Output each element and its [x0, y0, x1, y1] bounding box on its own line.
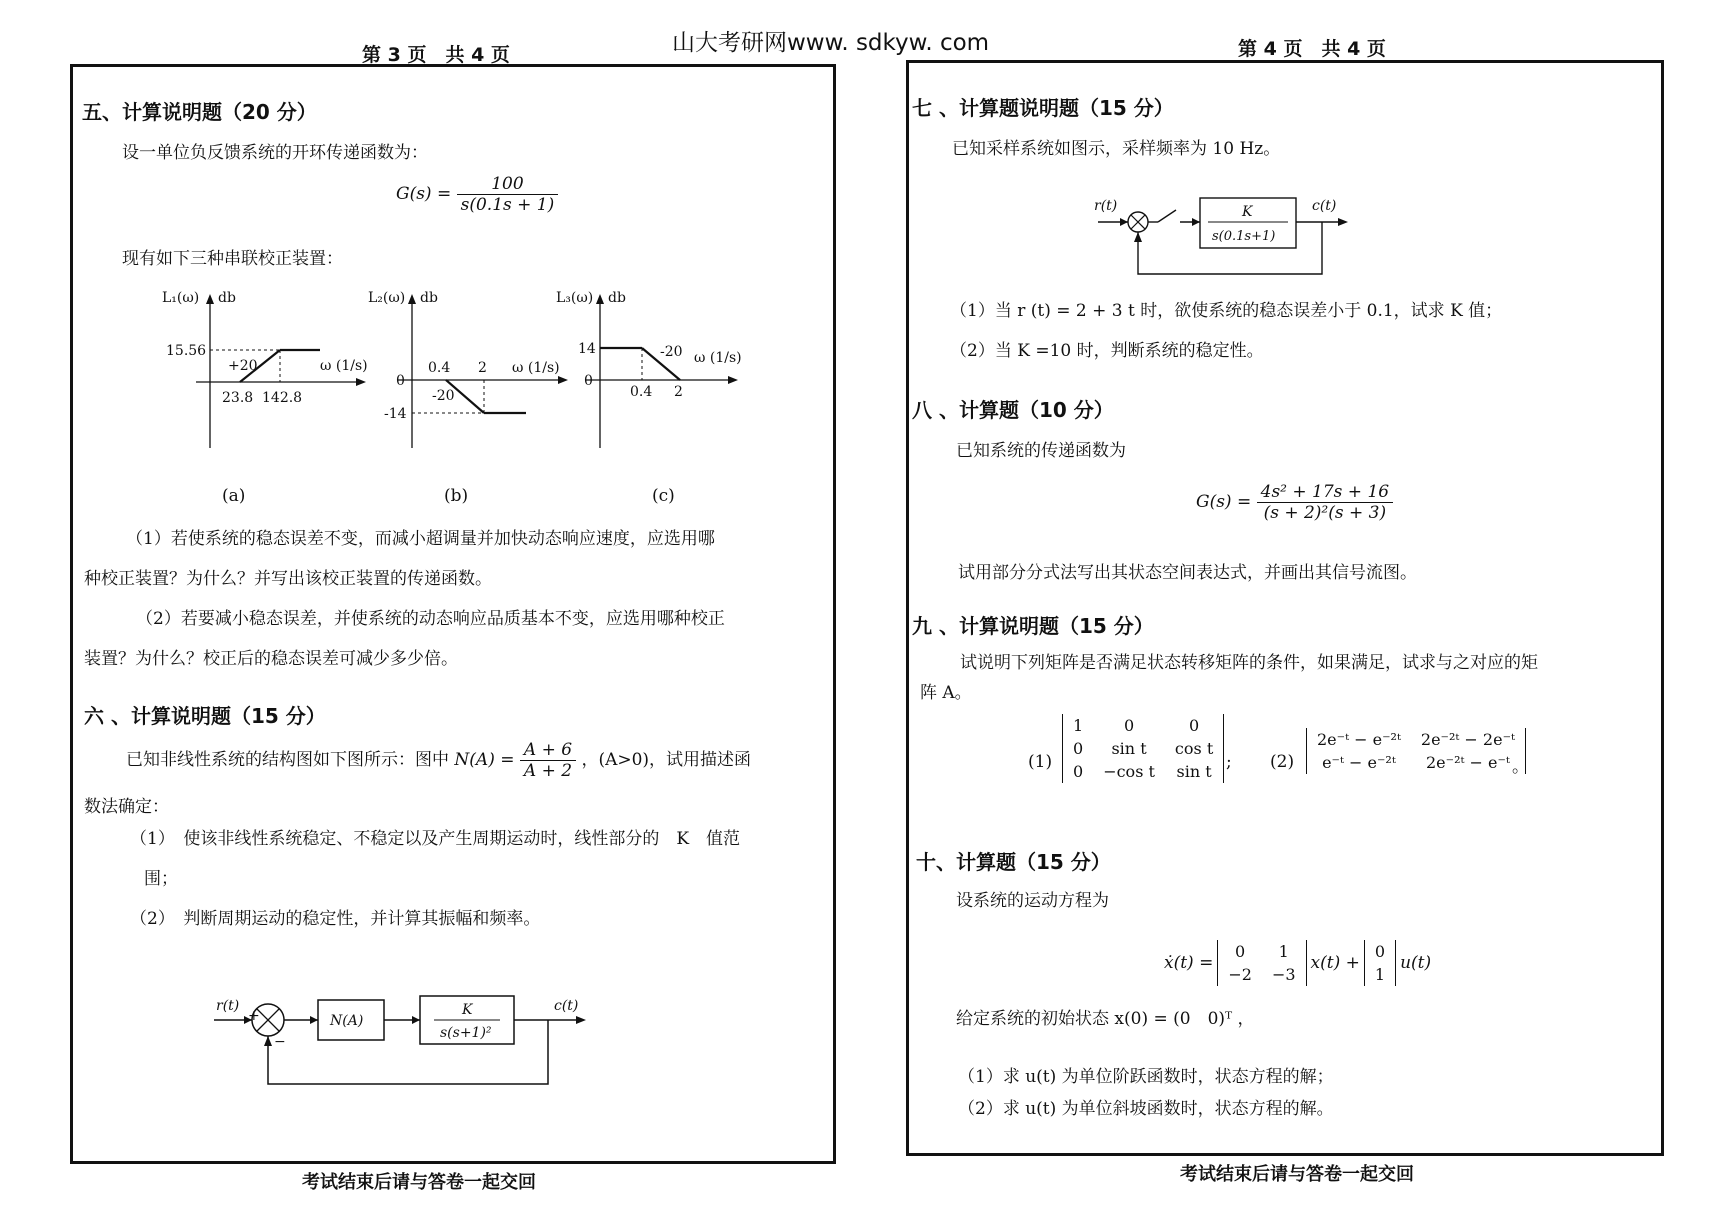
- m1-cell: 0: [1073, 739, 1084, 758]
- m1-cell: cos t: [1174, 739, 1214, 758]
- bode-graph-a: [160, 290, 370, 460]
- q5-part1-line2: 种校正装置？为什么？并写出该校正装置的传递函数。: [84, 569, 492, 589]
- q7-item1: （1）当 r (t) = 2 + 3 t 时，欲使系统的稳态误差小于 0.1，试求 K 值；: [950, 301, 1503, 321]
- graph-a-x2: 142.8: [262, 390, 303, 406]
- graph-c-slope: -20: [660, 344, 683, 360]
- q7-title: 七 、计算题说明题（15 分）: [912, 96, 1174, 120]
- q6-output-label: c(t): [554, 998, 579, 1014]
- q6-n-fraction: [520, 740, 576, 781]
- q9-end-mark: 。: [1512, 757, 1529, 777]
- q5-transfer-function: [396, 174, 558, 215]
- graph-a-y-arrow: [206, 294, 214, 304]
- q9-matrix-2: [1306, 728, 1526, 774]
- graph-a-ylabel: L₁(ω): [162, 290, 200, 306]
- graph-b-ylabel: L₂(ω): [368, 290, 406, 306]
- m2-cell: 2e⁻²ᵗ − e⁻ᵗ: [1425, 753, 1510, 772]
- q7-output-label: c(t): [1312, 198, 1337, 214]
- m2-cell: e⁻ᵗ − e⁻²ᵗ: [1322, 753, 1396, 772]
- q7-input-label: r(t): [1094, 198, 1118, 214]
- graph-c-zero: 0: [584, 373, 593, 389]
- graph-b-zero: 0: [396, 373, 405, 389]
- bode-graph-c: [554, 290, 764, 460]
- graph-b-unit: db: [420, 290, 438, 306]
- bode-graph-b: [366, 290, 576, 460]
- graph-c-level: 14: [578, 341, 596, 357]
- q10-state-equation: [1164, 940, 1431, 986]
- q9-intro-line1: 试说明下列矩阵是否满足状态转移矩阵的条件，如果满足，试求与之对应的矩: [960, 653, 1538, 673]
- m2-cell: 2e⁻ᵗ − e⁻²ᵗ: [1317, 730, 1401, 749]
- q6-n-den: A + 2: [523, 761, 573, 781]
- m1-cell: 1: [1073, 716, 1084, 735]
- q6-plus-sign: +: [248, 1008, 260, 1024]
- q6-block-diagram: [208, 990, 598, 1100]
- q10-item2: （2）求 u(t) 为单位斜坡函数时，状态方程的解。: [958, 1099, 1334, 1119]
- q10-intro: 设系统的运动方程为: [956, 891, 1109, 911]
- m2-cell: 2e⁻²ᵗ − 2e⁻ᵗ: [1420, 730, 1515, 749]
- a-cell: 0: [1235, 942, 1246, 961]
- q5-title: 五、计算说明题（20 分）: [82, 100, 317, 124]
- b-cell: 0: [1374, 942, 1386, 961]
- q6-na-label: N(A): [330, 1013, 364, 1029]
- q9-title: 九 、计算说明题（15 分）: [912, 614, 1154, 638]
- graph-b-x2: 2: [478, 360, 487, 376]
- q8-task: 试用部分分式法写出其状态空间表达式，并画出其信号流图。: [958, 563, 1417, 583]
- graph-b-caption: (b): [444, 486, 469, 506]
- graph-b-xlabel: ω (1/s): [512, 360, 560, 376]
- q5-g-num: 100: [457, 174, 559, 195]
- q7-sampler-switch: [1158, 210, 1176, 222]
- q6-arrow-2: [412, 1016, 420, 1024]
- q10-initial-state: 给定系统的初始状态 x(0) = (0 0)ᵀ ，: [956, 1009, 1255, 1029]
- graph-c-x1: 0.4: [630, 384, 653, 400]
- left-footer: 考试结束后请与答卷一起交回: [302, 1172, 536, 1193]
- q8-g-num: 4s² + 17s + 16: [1257, 482, 1393, 503]
- q5-part2-line2: 装置？为什么？校正后的稳态误差可减少多少倍。: [84, 649, 458, 669]
- q6-linear-num: K: [462, 1002, 473, 1018]
- q6-intro: [126, 740, 751, 781]
- q7-input-arrow: [1120, 218, 1128, 226]
- right-footer: 考试结束后请与答卷一起交回: [1180, 1164, 1414, 1185]
- q6-arrow-1: [310, 1016, 318, 1024]
- m1-cell: sin t: [1111, 739, 1147, 758]
- q7-item2: （2）当 K =10 时，判断系统的稳定性。: [950, 341, 1264, 361]
- q9-intro-line2: 阵 A。: [920, 683, 972, 703]
- q5-part2-line1: （2）若要减小稳态误差，并使系统的动态响应品质基本不变，应选用哪种校正: [136, 609, 725, 629]
- graph-a-level: 15.56: [166, 343, 207, 359]
- q9-m1-label: (1): [1028, 752, 1053, 772]
- graph-a-slope: +20: [228, 358, 258, 374]
- m1-cell: sin t: [1176, 762, 1212, 781]
- a-cell: −2: [1228, 965, 1252, 984]
- q5-devices-text: 现有如下三种串联校正装置：: [122, 249, 343, 269]
- q10-lhs: ẋ(t) =: [1164, 953, 1214, 973]
- graph-b-level: -14: [384, 406, 407, 422]
- q8-title: 八 、计算题（10 分）: [912, 398, 1114, 422]
- a-cell: −3: [1271, 965, 1296, 984]
- q7-arrow-b: [1192, 218, 1200, 226]
- q6-intro-post: ，(A>0)，试用描述函: [581, 750, 752, 770]
- graph-a-caption: (a): [222, 486, 246, 506]
- q6-intro2: 数法确定：: [84, 797, 169, 817]
- graph-c-caption: (c): [652, 486, 675, 506]
- q7-intro: 已知采样系统如图示，采样频率为 10 Hz。: [952, 139, 1281, 159]
- q5-g-lhs: G(s) =: [396, 184, 452, 204]
- m1-cell: 0: [1188, 716, 1200, 735]
- graph-c-y-arrow: [596, 294, 604, 304]
- q6-item1-line1: （1） 使该非线性系统稳定、不稳定以及产生周期运动时，线性部分的 K 值范: [130, 829, 741, 849]
- site-watermark: 山大考研网www. sdkyw. com: [672, 30, 990, 56]
- graph-c-ylabel: L₃(ω): [556, 290, 594, 306]
- q6-input-label: r(t): [216, 998, 240, 1014]
- m1-cell: 0: [1123, 716, 1135, 735]
- q8-transfer-function: [1196, 482, 1393, 523]
- q7-feedback-arrow: [1134, 232, 1142, 242]
- q7-plant-num: K: [1242, 204, 1253, 220]
- q8-g-fraction: [1257, 482, 1393, 523]
- graph-c-x2: 2: [674, 384, 683, 400]
- graph-c-unit: db: [608, 290, 626, 306]
- q9-matrix-1: [1062, 714, 1224, 783]
- q6-feedback-path: [268, 1020, 548, 1084]
- q9-m2-label: (2): [1270, 752, 1295, 772]
- m1-cell: −cos t: [1103, 762, 1155, 781]
- q6-item2: （2） 判断周期运动的稳定性，并计算其振幅和频率。: [130, 909, 541, 929]
- q6-linear-den: s(s+1)²: [440, 1025, 492, 1041]
- q9-separator: ;: [1226, 752, 1232, 772]
- q8-g-lhs: G(s) =: [1196, 492, 1252, 512]
- right-page-number: 第 4 页 共 4 页: [1238, 38, 1386, 60]
- q10-rhs: u(t): [1400, 953, 1432, 973]
- a-cell: 1: [1278, 942, 1289, 961]
- q5-g-fraction: [457, 174, 559, 215]
- q6-intro-pre: 已知非线性系统的结构图如下图所示：图中: [126, 750, 449, 770]
- graph-a-xlabel: ω (1/s): [320, 358, 368, 374]
- graph-a-x-arrow: [356, 378, 366, 386]
- q7-plant-den: s(0.1s+1): [1212, 229, 1276, 244]
- graph-b-slope: -20: [432, 388, 455, 404]
- graph-b-y-arrow: [408, 294, 416, 304]
- q6-title: 六 、计算说明题（15 分）: [84, 704, 326, 728]
- q6-n-lhs: N(A) =: [454, 750, 515, 770]
- q6-minus-sign: −: [274, 1034, 286, 1050]
- q6-item1-line2: 围；: [144, 869, 178, 889]
- q8-g-den: (s + 2)²(s + 3): [1263, 503, 1387, 523]
- graph-a-x1: 23.8: [222, 390, 254, 406]
- q6-feedback-arrow: [264, 1036, 272, 1046]
- q7-output-arrow: [1338, 218, 1348, 226]
- graph-a-unit: db: [218, 290, 236, 306]
- m1-cell: 0: [1073, 762, 1084, 781]
- q7-block-diagram: [1090, 190, 1360, 280]
- left-page-number: 第 3 页 共 4 页: [362, 44, 510, 66]
- graph-c-xlabel: ω (1/s): [694, 350, 742, 366]
- q10-item1: （1）求 u(t) 为单位阶跃函数时，状态方程的解；: [958, 1067, 1334, 1087]
- graph-c-x-arrow: [728, 376, 738, 384]
- q5-part1-line1: （1）若使系统的稳态误差不变，而减小超调量并加快动态响应速度，应选用哪: [126, 529, 715, 549]
- graph-b-x1: 0.4: [428, 360, 451, 376]
- q10-title: 十、计算题（15 分）: [916, 850, 1111, 874]
- q6-output-arrow: [576, 1016, 586, 1024]
- q5-g-den: s(0.1s + 1): [460, 195, 555, 215]
- b-cell: 1: [1374, 965, 1386, 984]
- q6-n-num: A + 6: [520, 740, 576, 761]
- q10-matrix-b: [1364, 940, 1396, 986]
- q10-mid: x(t) +: [1310, 953, 1360, 973]
- q10-matrix-a: [1217, 940, 1306, 986]
- q8-intro: 已知系统的传递函数为: [956, 441, 1126, 461]
- q5-intro: 设一单位负反馈系统的开环传递函数为：: [122, 143, 428, 163]
